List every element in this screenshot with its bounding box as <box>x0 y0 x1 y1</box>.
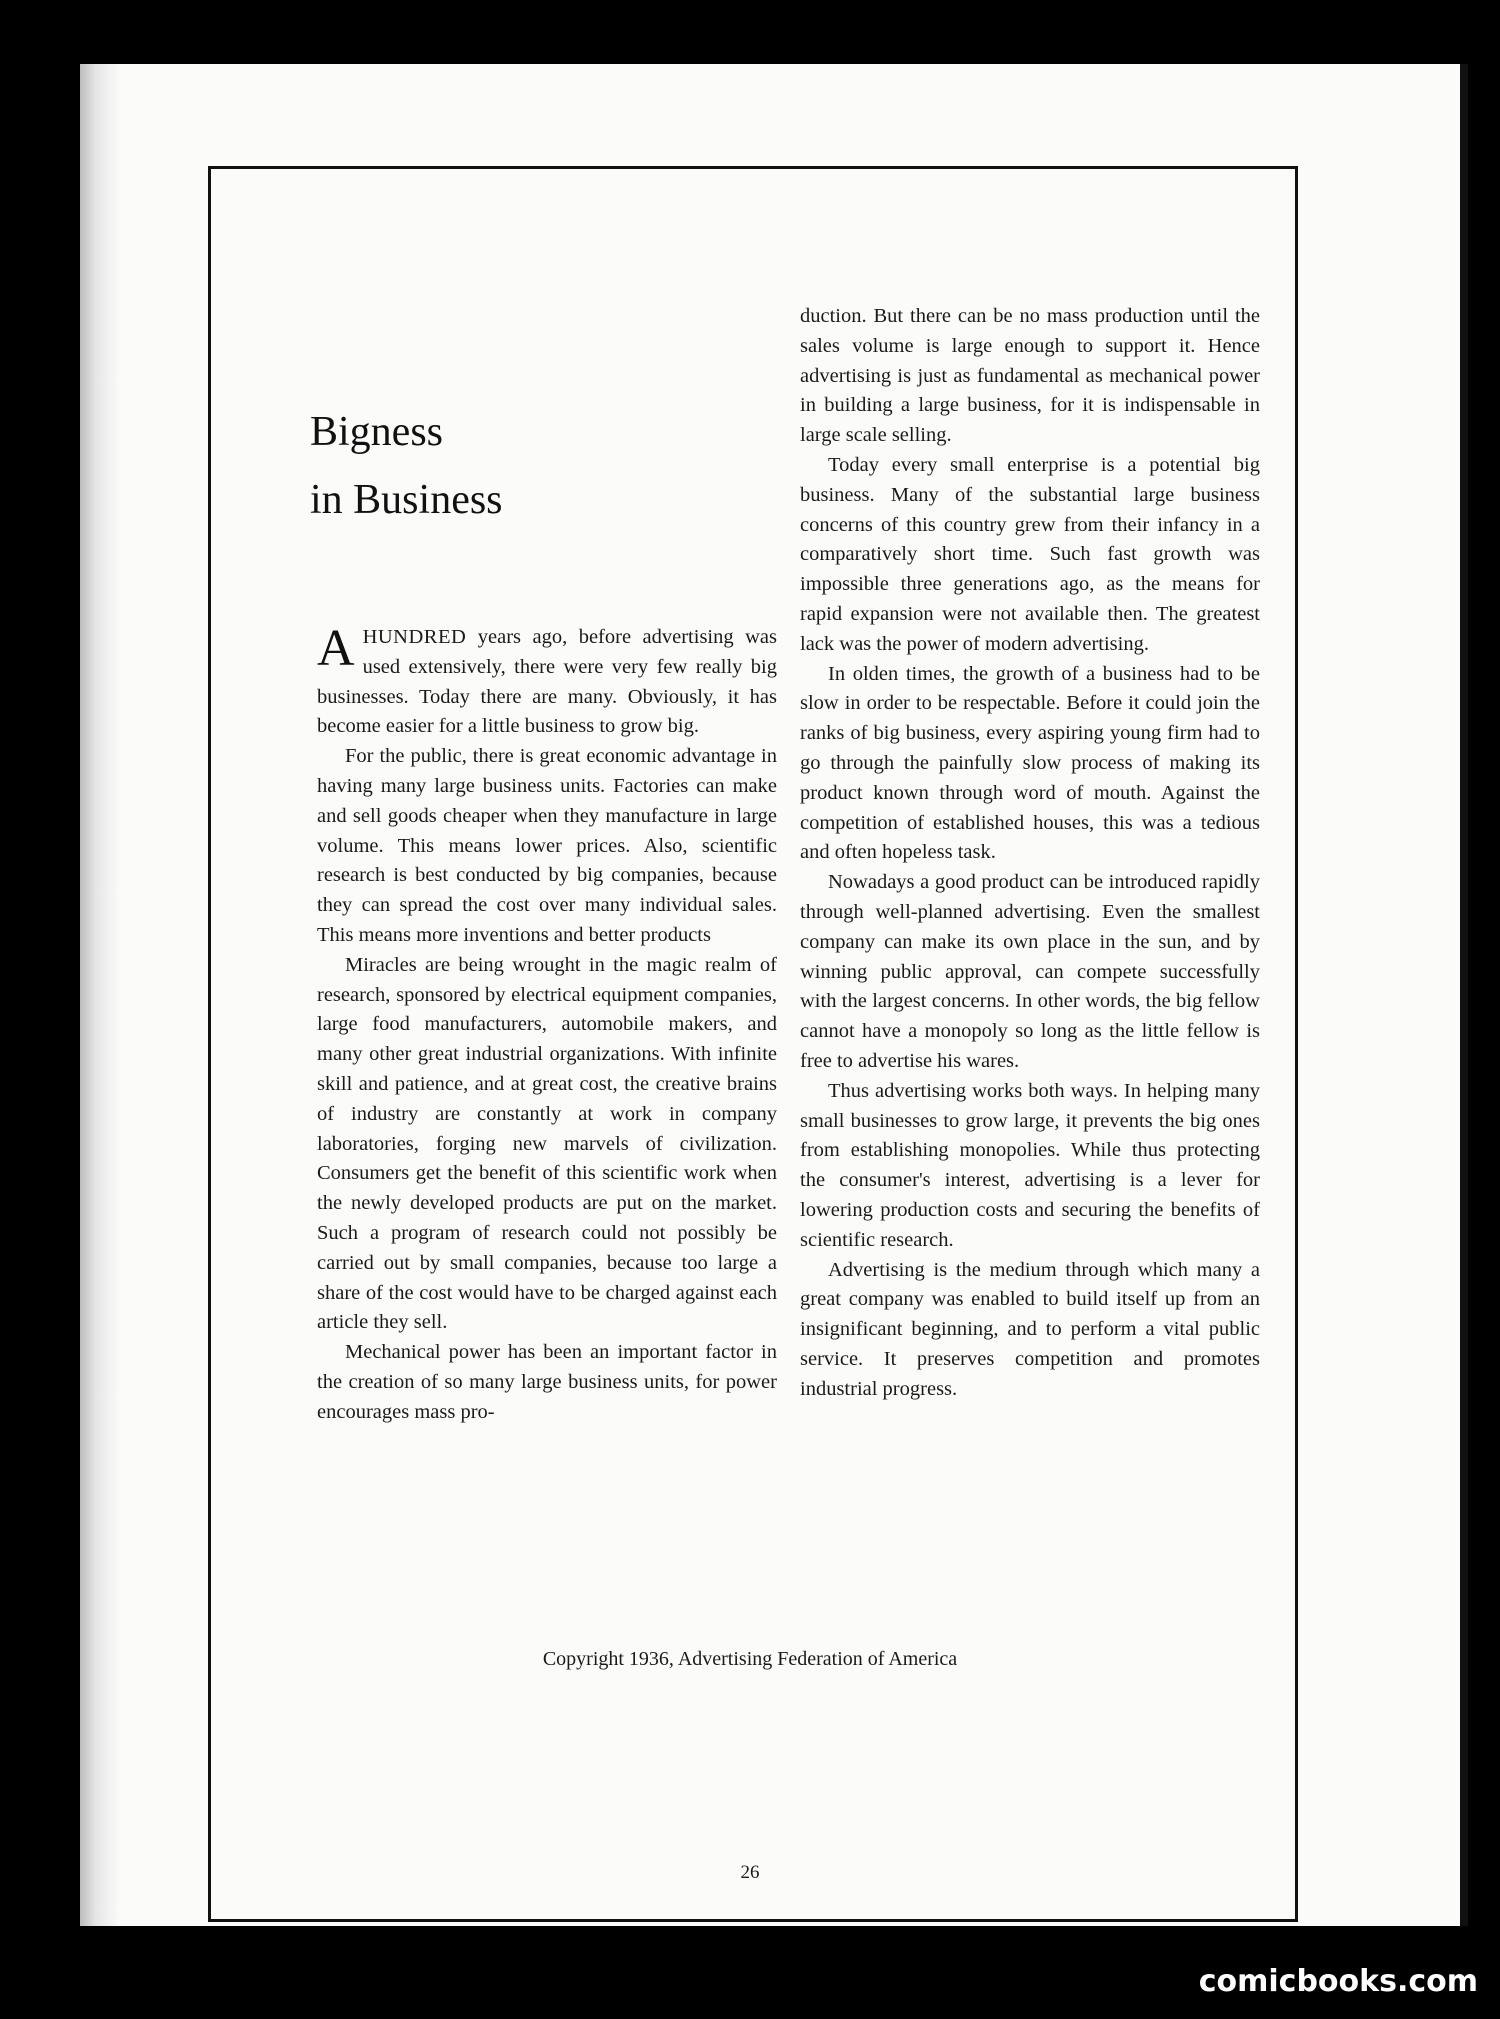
paragraph-8: Thus advertising works both ways. In helping many small businesses to grow large, it prevents the big ones from establishing monopolies. While thus protecting the consumer's interest, advertising is a lever for lowering production costs and securing the benefits of scientific research. <box>800 1079 1260 1251</box>
article-column-right <box>800 302 1260 1404</box>
paragraph-6: In olden times, the growth of a business had to be slow in order to be respectable. Before it could join the ranks of big business, every aspiring young firm had to go through the painfully slow process of making its product known through word of mouth. Against the competition of established houses, this was a tedious and often hopeless task. <box>800 662 1260 864</box>
title-line-2: in Business <box>310 477 503 523</box>
lead-in-caps: HUNDRED <box>362 626 467 648</box>
article-column-left <box>317 620 777 1428</box>
article-title <box>310 398 650 534</box>
paragraph-4-start: Mechanical power has been an important factor in the creation of so many large business units, for power encourages mass pro- <box>317 1341 777 1423</box>
title-line-1: Bigness <box>310 409 444 455</box>
paragraph-2: For the public, there is great economic advantage in having many large business units. Factories can make and sell goods cheaper when they manufacture in large volume. This means lower prices. Also, scientific research is best conducted by big companies, because they can spread the cost over many individual sales. This means more inventions and better products <box>317 745 777 946</box>
paragraph-1 <box>317 620 777 742</box>
paragraph-9: Advertising is the medium through which many a great company was enabled to build itself up from an insignificant beginning, and to perform a vital public service. It preserves competition and promotes industrial progress. <box>800 1258 1260 1400</box>
paragraph-1-text: years ago, before advertising was used extensively, there were very few really big businesses. Today there are many. Obviously, it has become easier for a little business to grow big. <box>317 626 777 738</box>
page-binding-edge <box>80 64 120 1926</box>
facing-page-edge <box>1460 64 1468 1926</box>
copyright-line: Copyright 1936, Advertising Federation of America <box>542 1648 958 1670</box>
paragraph-5: Today every small enterprise is a potential big business. Many of the substantial large business concerns of this country grew from their infancy in a comparatively short time. Such fast growth was impossible three generations ago, as the means for rapid expansion were not available then. The greatest lack was the power of modern advertising. <box>800 453 1260 655</box>
drop-cap: A <box>317 620 355 677</box>
paragraph-7: Nowadays a good product can be introduced rapidly through well-planned advertising. Even the smallest company can make its own place in the sun, and by winning public approval, can compete successfully with the largest concerns. In other words, the big fellow cannot have a monopoly so long as the little fellow is free to advertise his wares. <box>800 871 1260 1072</box>
paragraph-4-continued: duction. But there can be no mass production until the sales volume is large enough to support it. Hence advertising is just as fundamental as mechanical power in building a large business, for it is indispensable in large scale selling. <box>800 305 1260 447</box>
site-watermark: comicbooks.com <box>1198 1964 1478 1999</box>
paragraph-3: Miracles are being wrought in the magic realm of research, sponsored by electrical equipment companies, large food manufacturers, automobile makers, and many other great industrial organizations. With infinite skill and patience, and at great cost, the creative brains of industry are constantly at work in company laboratories, forging new marvels of civilization. Consumers get the benefit of this scientific work when the newly developed products are put on the market. Such a program of research could not possibly be carried out by small companies, because too large a share of the cost would have to be charged against each article they sell. <box>317 953 777 1334</box>
page-number: 26 <box>740 1862 760 1883</box>
